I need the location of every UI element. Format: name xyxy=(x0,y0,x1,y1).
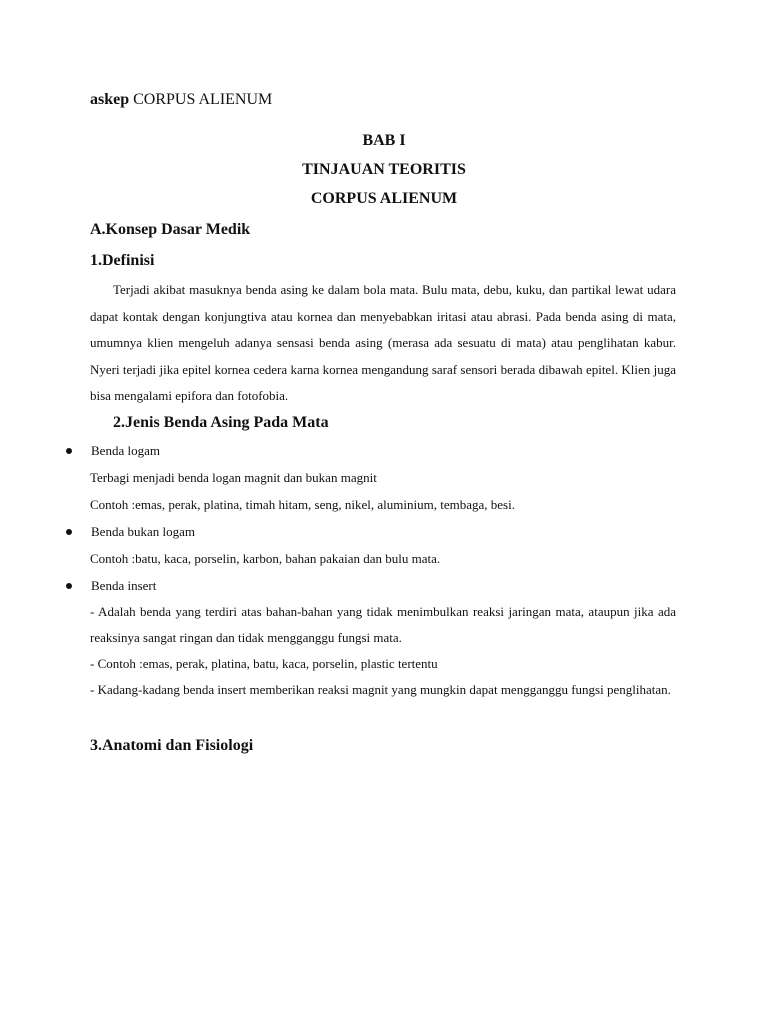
list-item-paragraph: - Kadang-kadang benda insert memberikan reaksi magnit yang mungkin dapat mengganggu fungsi penglihatan. xyxy=(90,682,671,697)
list-item xyxy=(66,524,195,540)
subsection-heading-jenis: 2.Jenis Benda Asing Pada Mata xyxy=(113,414,329,431)
list-item-label: Benda bukan logam xyxy=(91,524,195,539)
document-title xyxy=(90,91,272,109)
document-title-prefix: askep xyxy=(90,91,130,108)
list-item-line: - Contoh :emas, perak, platina, batu, kaca, porselin, plastic tertentu xyxy=(90,656,438,671)
section-heading-a: A.Konsep Dasar Medik xyxy=(90,221,251,238)
list-item-paragraph: - Adalah benda yang terdiri atas bahan-bahan yang tidak menimbulkan reaksi jaringan mata, ataupun jika ada reaksinya sangat ringan dan tidak mengganggu fungsi mata. xyxy=(90,604,676,645)
bullet-icon xyxy=(66,448,72,454)
subsection-heading-definisi: 1.Definisi xyxy=(90,252,155,269)
list-item-line: Terbagi menjadi benda logan magnit dan bukan magnit xyxy=(90,470,377,485)
list-item xyxy=(66,443,160,459)
document-title-rest: CORPUS ALIENUM xyxy=(129,91,273,108)
list-item-label: Benda insert xyxy=(91,578,157,593)
chapter-subject: CORPUS ALIENUM xyxy=(310,190,458,207)
subsection-heading-anatomi: 3.Anatomi dan Fisiologi xyxy=(90,737,254,754)
bullet-icon xyxy=(66,583,72,589)
list-item-label: Benda logam xyxy=(91,443,160,458)
definisi-paragraph: Terjadi akibat masuknya benda asing ke dalam bola mata. Bulu mata, debu, kuku, dan partikal lewat udara dapat kontak dengan konjungtiva atau kornea dan menyebabkan iritasi atau abrasi. Pada benda asing di mata, umumnya klien mengeluh adanya sensasi benda asing (merasa ada sesuatu di mata) atau penglihatan kabur. Nyeri terjadi jika epitel kornea cedera karna kornea mengandung saraf sensori berada dibawah epitel. Klien juga bisa mengalami epifora dan fotofobia. xyxy=(90,282,676,403)
list-item-line: Contoh :emas, perak, platina, timah hitam, seng, nikel, aluminium, tembaga, besi. xyxy=(90,497,515,512)
chapter-number: BAB I xyxy=(362,132,406,149)
list-item xyxy=(66,578,156,594)
chapter-title: TINJAUAN TEORITIS xyxy=(302,161,466,178)
bullet-icon xyxy=(66,529,72,535)
list-item-line: Contoh :batu, kaca, porselin, karbon, bahan pakaian dan bulu mata. xyxy=(90,551,441,566)
